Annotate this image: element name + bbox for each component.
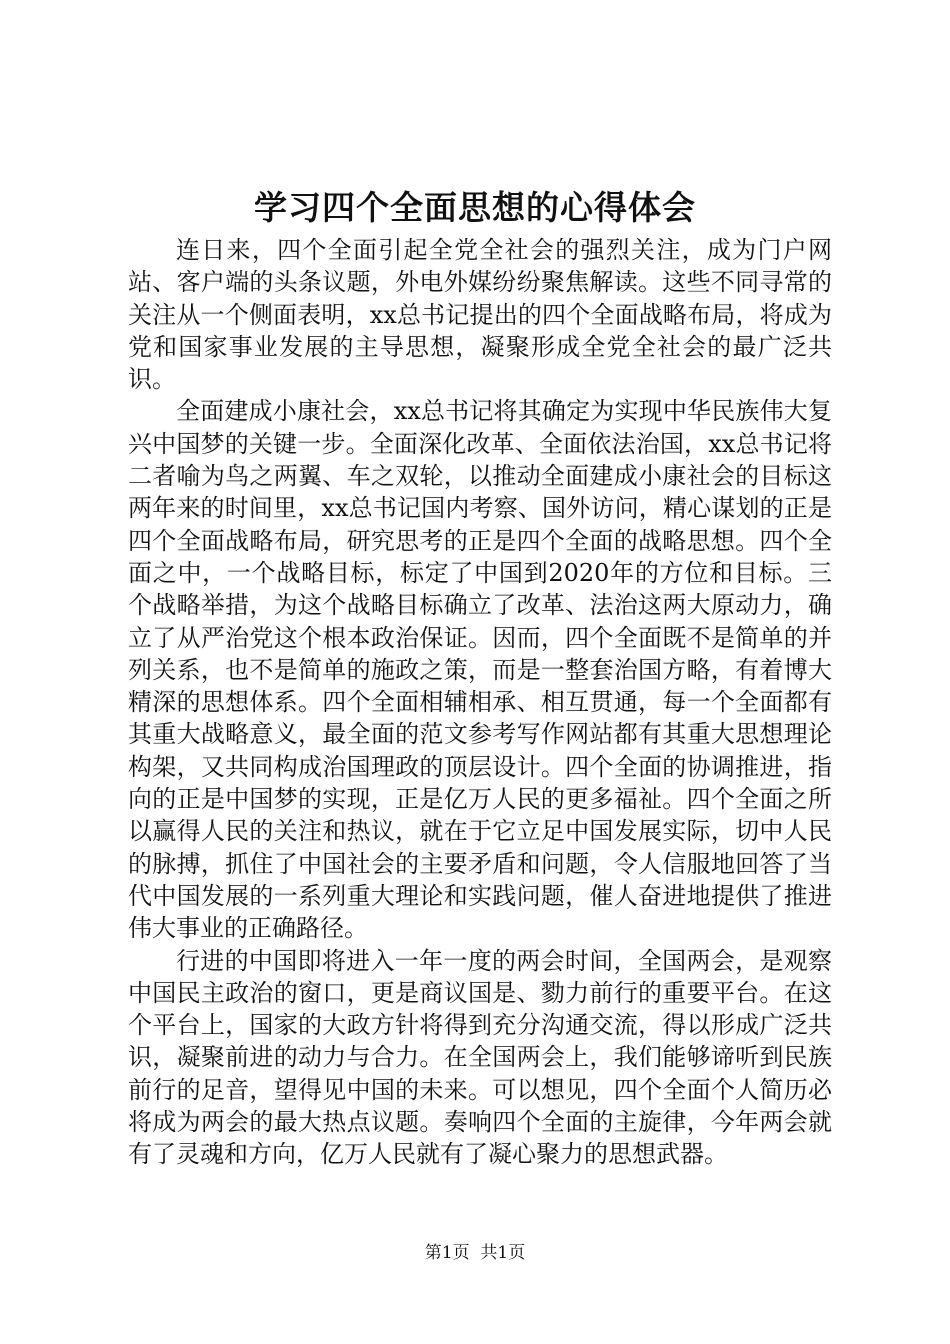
paragraph-2: 全面建成小康社会，xx总书记将其确定为实现中华民族伟大复兴中国梦的关键一步。全面深化改革、全面依法治国，xx总书记将二者喻为鸟之两翼、车之双轮，以推动全面建成小康社会的目标这两年来的时间里，xx总书记国内考察、国外访问，精心谋划的正是四个全面战略布局，研究思考的正是四个全面的战略思想。四个全面之中，一个战略目标，标定了中国到2020年的方位和目标。三个战略举措，为这个战略目标确立了改革、法治这两大原动力，确立了从严治党这个根本政治保证。因而，四个全面既不是简单的并列关系，也不是简单的施政之策，而是一整套治国方略，有着博大精深的思想体系。四个全面相辅相承、相互贯通，每一个全面都有其重大战略意义，最全面的范文参考写作网站都有其重大思想理论构架，又共同构成治国理政的顶层设计。四个全面的协调推进，指向的正是中国梦的实现，正是亿万人民的更多福祉。四个全面之所以赢得人民的关注和热议，就在于它立足中国发展实际，切中人民的脉搏，抓住了中国社会的主要矛盾和问题，令人信服地回答了当代中国发展的一系列重大理论和实践问题，催人奋进地提供了推进伟大事业的正确路径。: [128, 397, 832, 943]
document-body: [128, 234, 832, 1171]
paragraph-3: 行进的中国即将进入一年一度的两会时间，全国两会，是观察中国民主政治的窗口，更是商议国是、勠力前行的重要平台。在这个平台上，国家的大政方针将得到充分沟通交流，得以形成广泛共识，凝聚前进的动力与合力。在全国两会上，我们能够谛听到民族前行的足音，望得见中国的未来。可以想见，四个全面个人简历必将成为两会的最大热点议题。奏响四个全面的主旋律，今年两会就有了灵魂和方向，亿万人民就有了凝心聚力的思想武器。: [128, 946, 832, 1169]
document-title: 学习四个全面思想的心得体会: [254, 188, 696, 227]
page-number-footer: 第1页 共1页: [424, 1243, 526, 1263]
paragraph-1: 连日来，四个全面引起全党全社会的强烈关注，成为门户网站、客户端的头条议题，外电外媒纷纷聚焦解读。这些不同寻常的关注从一个侧面表明，xx总书记提出的四个全面战略布局，将成为党和国家事业发展的主导思想，凝聚形成全党全社会的最广泛共识。: [128, 236, 832, 394]
